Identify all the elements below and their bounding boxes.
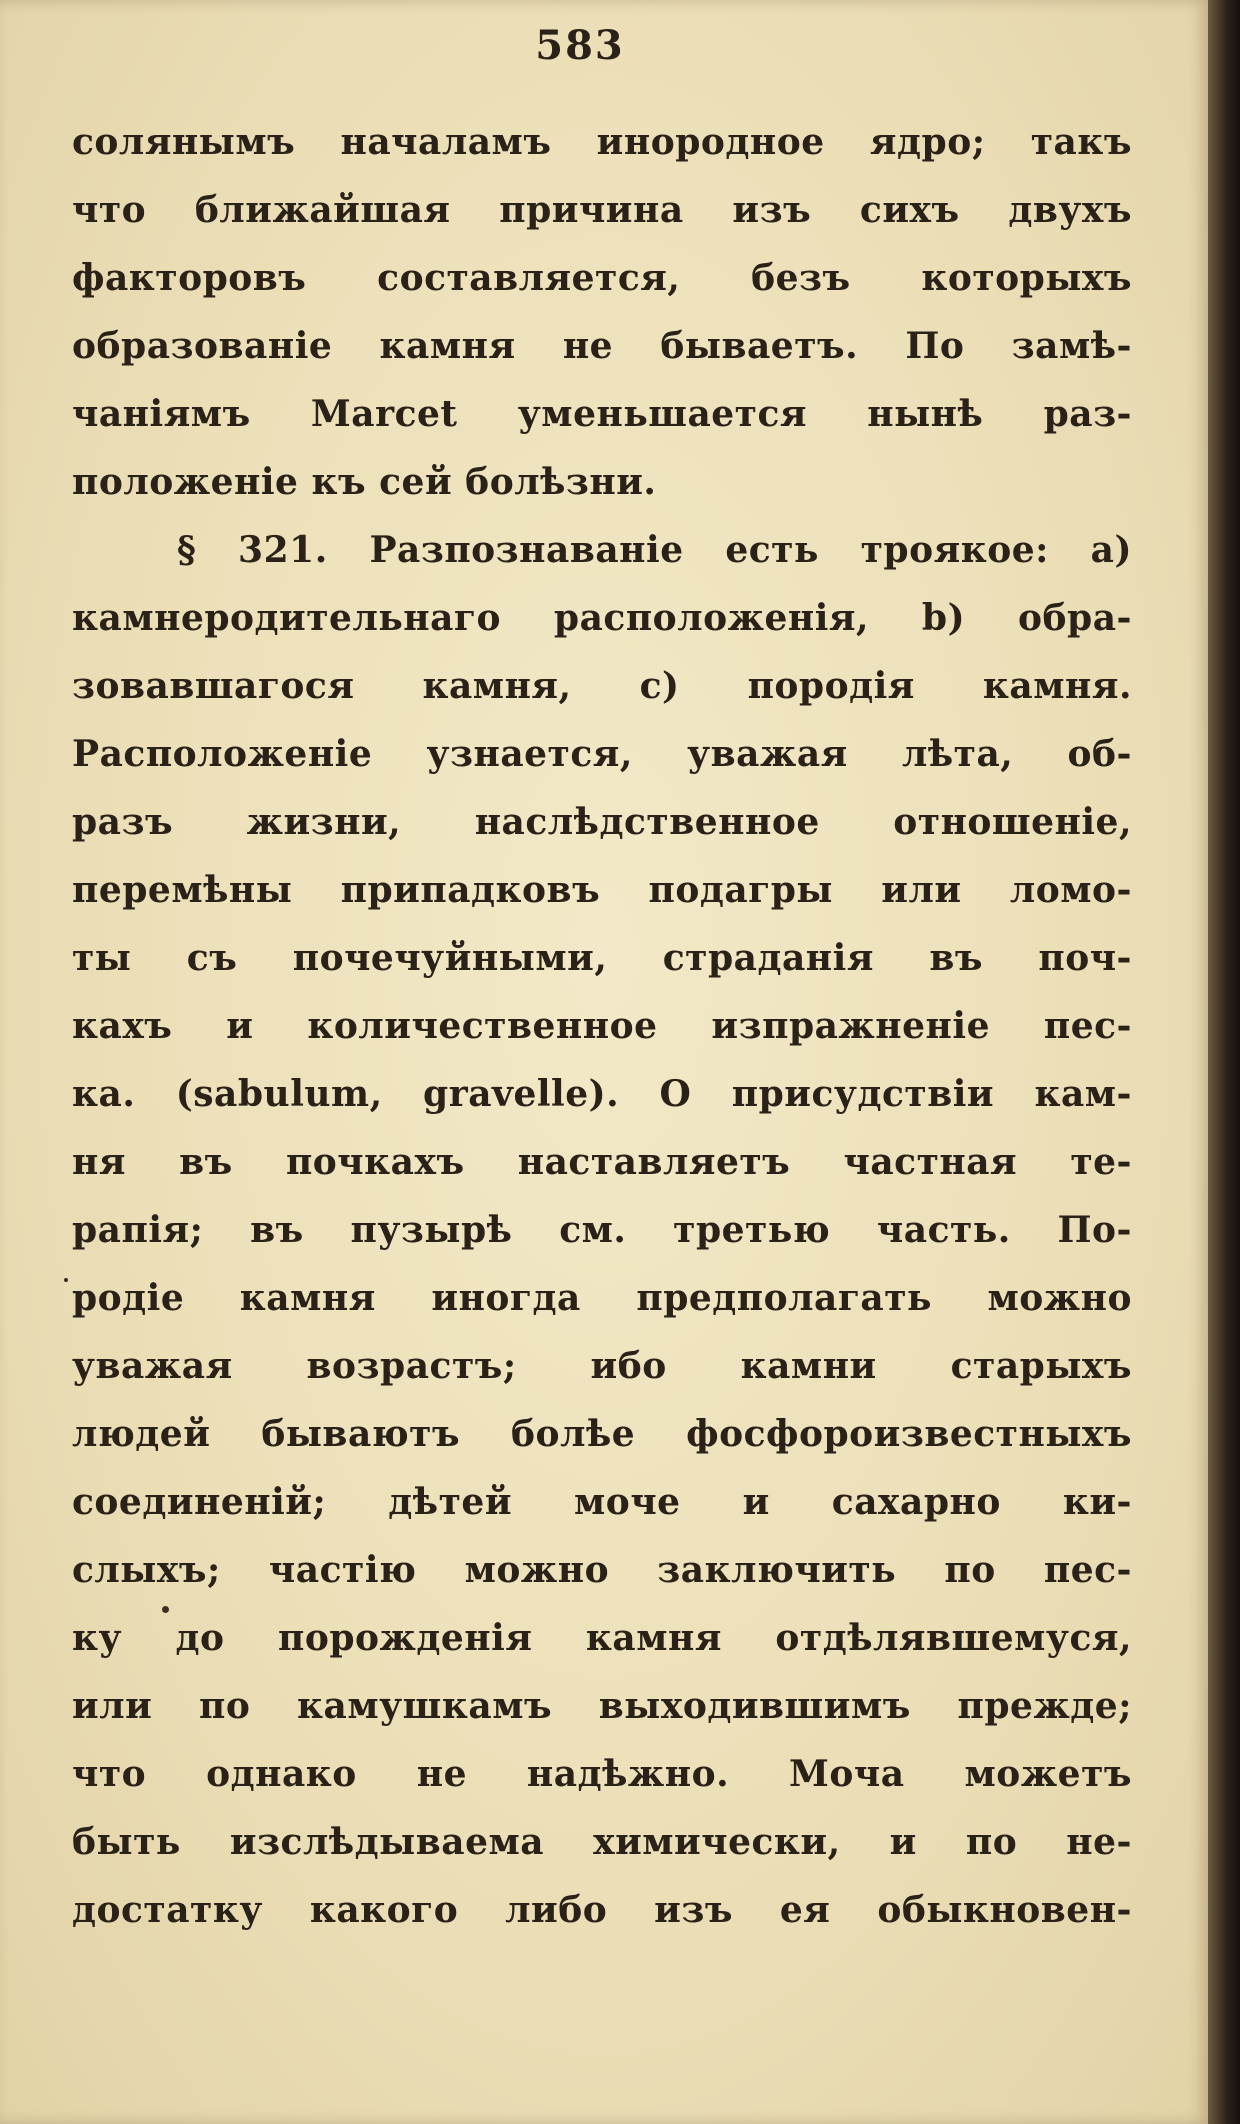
ink-speck (162, 1606, 169, 1613)
ink-speck (64, 1278, 68, 1282)
text-line: ка. (sabulum, gravelle). О присудствіи кам- (72, 1073, 1132, 1115)
text-line: уважая возрастъ; ибо камни старыхъ (72, 1345, 1132, 1387)
text-line: что ближайшая причина изъ сихъ двухъ (72, 189, 1132, 231)
text-line: людей бываютъ болѣе фосфороизвестныхъ (72, 1413, 1132, 1455)
text-line: соединеній; дѣтей моче и сахарно ки- (72, 1481, 1132, 1523)
text-line: § 321. Разпознаваніе есть троякое: a) (177, 529, 1132, 571)
text-line: солянымъ началамъ инородное ядро; такъ (72, 121, 1132, 163)
text-line: достатку какого либо изъ ея обыкновен- (72, 1889, 1132, 1931)
text-line: перемѣны припадковъ подагры или ломо- (72, 869, 1132, 911)
text-line: кахъ и количественное изпражненіе пес- (72, 1005, 1132, 1047)
text-line: зовавшагося камня, c) породія камня. (72, 665, 1132, 707)
text-line: образованіе камня не бываетъ. По замѣ- (72, 325, 1132, 367)
text-line: родіе камня иногда предполагать можно (72, 1277, 1132, 1319)
text-line: факторовъ составляется, безъ которыхъ (72, 257, 1132, 299)
page-number: 583 (535, 22, 625, 69)
text-line: положеніе къ сей болѣзни. (72, 461, 657, 503)
text-line: ку до порожденія камня отдѣлявшемуся, (72, 1617, 1132, 1659)
text-line: чаніямъ Marcet уменьшается нынѣ раз- (72, 393, 1132, 435)
text-line: разъ жизни, наслѣдственное отношеніе, (72, 801, 1132, 843)
book-binding-edge (1208, 0, 1240, 2124)
text-line: ня въ почкахъ наставляетъ частная те- (72, 1141, 1132, 1183)
text-line: рапія; въ пузырѣ см. третью часть. По- (72, 1209, 1132, 1251)
text-line: быть изслѣдываема химически, и по не- (72, 1821, 1132, 1863)
text-line: Расположеніе узнается, уважая лѣта, об- (72, 733, 1132, 775)
text-line: или по камушкамъ выходившимъ прежде; (72, 1685, 1132, 1727)
body-text (72, 108, 1132, 1944)
text-line: ты съ почечуйными, страданія въ поч- (72, 937, 1132, 979)
text-line: слыхъ; частію можно заключить по пес- (72, 1549, 1132, 1591)
text-line: камнеродительнаго расположенія, b) обра- (72, 597, 1132, 639)
text-line: что однако не надѣжно. Моча можетъ (72, 1753, 1132, 1795)
